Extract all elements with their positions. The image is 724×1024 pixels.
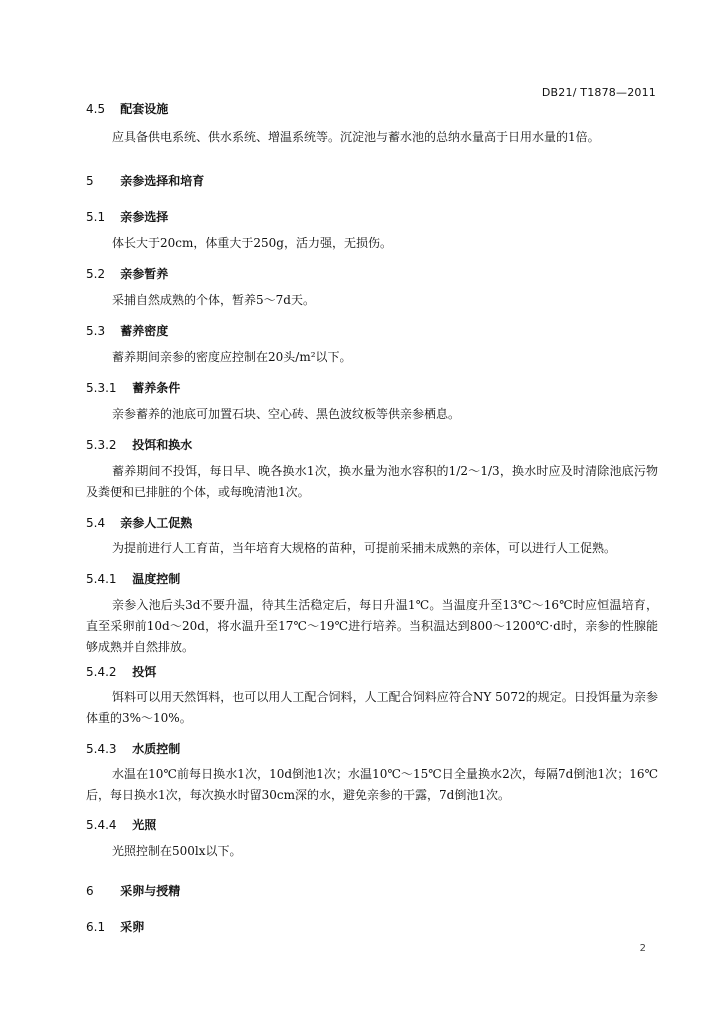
section-number: 5.4.1 [86,572,117,586]
section-title: 亲参选择 [120,210,169,224]
paragraph: 应具备供电系统、供水系统、增温系统等。沉淀池与蓄水池的总纳水量高于日用水量的1倍。 [112,130,600,144]
section-heading [86,740,180,757]
section-title: 采卵与授精 [120,884,181,898]
section-title: 蓄养密度 [120,324,169,338]
section-number: 5.4.3 [86,742,117,756]
section-heading [86,172,204,189]
section-heading [86,322,168,339]
section-title: 水质控制 [132,742,181,756]
section-heading [86,663,156,680]
section-heading [86,918,144,935]
paragraph: 亲参入池后头3d不要升温，待其生活稳定后，每日升温1℃。当温度升至13℃～16℃时应恒温培育，直至采卵前10d～20d，将水温升至17℃～19℃进行培养。当积温达到800～1200℃·d时，亲参的性腺能够成熟并自然排放。 [86,598,658,654]
section-title: 投饵和换水 [132,438,193,452]
paragraph: 采捕自然成熟的个体，暂养5～7d天。 [112,293,315,307]
paragraph: 蓄养期间亲参的密度应控制在20头/m²以下。 [112,350,352,364]
paragraph: 水温在10℃前每日换水1次，10d倒池1次；水温10℃～15℃日全量换水2次，每隔7d倒池1次；16℃后，每日换水1次，每次换水时留30cm深的水，避免亲参的干露，7d倒池1次。 [86,767,658,802]
section-heading [86,208,168,225]
section-heading [86,265,168,282]
section-heading [86,436,192,453]
section-title: 温度控制 [132,572,181,586]
section-number: 5.3 [86,324,106,338]
section-heading [86,514,192,531]
section-title: 蓄养条件 [132,381,181,395]
section-title: 亲参暂养 [120,267,169,281]
section-title: 投饵 [132,665,157,679]
section-title: 配套设施 [120,102,169,116]
section-heading [86,570,180,587]
section-heading [86,379,180,396]
paragraph: 体长大于20cm，体重大于250g，活力强，无损伤。 [112,236,392,250]
paragraph: 为提前进行人工育苗，当年培育大规格的苗种，可提前采捕未成熟的亲体，可以进行人工促熟。 [112,541,617,555]
section-number: 5.3.1 [86,381,117,395]
section-number: 5.4.2 [86,665,117,679]
section-number: 5.3.2 [86,438,117,452]
page-number: 2 [639,943,646,954]
paragraph: 饵料可以用天然饵料，也可以用人工配合饲料，人工配合饲料应符合NY 5072的规定。日投饵量为亲参体重的3%～10%。 [86,690,658,725]
section-title: 亲参选择和培育 [120,174,205,188]
section-heading [86,882,180,899]
section-number: 4.5 [86,102,106,116]
paragraph: 光照控制在500lx以下。 [112,844,242,858]
paragraph: 亲参蓄养的池底可加置石块、空心砖、黑色波纹板等供亲参栖息。 [112,407,461,421]
section-number: 5.1 [86,210,106,224]
section-number: 6 [86,884,94,898]
section-number: 5.4.4 [86,818,117,832]
section-title: 光照 [132,818,157,832]
section-heading [86,816,156,833]
section-number: 5.4 [86,516,106,530]
section-heading [86,100,168,117]
section-number: 5.2 [86,267,106,281]
section-title: 亲参人工促熟 [120,516,193,530]
document-code: DB21/ T1878—2011 [541,86,656,99]
section-number: 6.1 [86,920,106,934]
section-number: 5 [86,174,94,188]
section-title: 采卵 [120,920,145,934]
paragraph: 蓄养期间不投饵，每日早、晚各换水1次，换水量为池水容积的1/2～1/3，换水时应及时清除池底污物及粪便和已排脏的个体，或每晚清池1次。 [86,464,658,499]
